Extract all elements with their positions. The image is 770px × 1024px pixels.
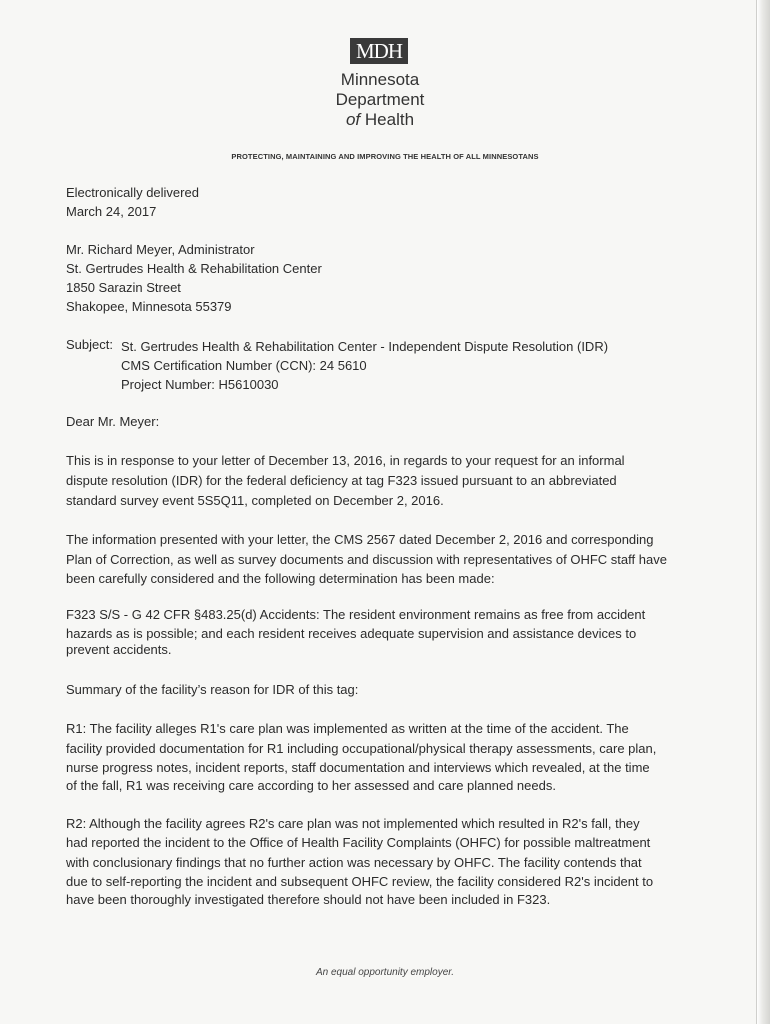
- para2-line: Plan of Correction, as well as survey documents and discussion with representatives of OHFC staff have: [66, 552, 667, 567]
- mdh-logo: MDH: [350, 38, 408, 64]
- recipient-city: Shakopee, Minnesota 55379: [66, 299, 232, 314]
- r2-line: have been thoroughly investigated therefore should not have been included in F323.: [66, 892, 551, 907]
- r1-line: nurse progress notes, incident reports, staff documentation and interviews which revealed, at the time: [66, 760, 650, 775]
- r2-line: R2: Although the facility agrees R2's care plan was not implemented which resulted in R2's fall, they: [66, 816, 640, 831]
- r1-line: R1: The facility alleges R1's care plan was implemented as written at the time of the accident. The: [66, 721, 629, 736]
- para1-line: This is in response to your letter of December 13, 2016, in regards to your request for an informal: [66, 453, 625, 468]
- subject-project: Project Number: H5610030: [121, 377, 279, 392]
- subject-ccn: CMS Certification Number (CCN): 24 5610: [121, 358, 367, 373]
- r1-line: facility provided documentation for R1 including occupational/physical therapy assessments, care plan,: [66, 741, 657, 756]
- letter-date: March 24, 2017: [66, 204, 157, 219]
- para3-line: prevent accidents.: [66, 642, 172, 657]
- r2-line: due to self-reporting the incident and subsequent OHFC review, the facility considered R2's incident to: [66, 874, 654, 889]
- recipient-street: 1850 Sarazin Street: [66, 280, 181, 295]
- para2-line: been carefully considered and the following determination has been made:: [66, 571, 495, 586]
- para3-line: hazards as is possible; and each resident receives adequate supervision and assistance devices to: [66, 626, 637, 641]
- agency-tagline: PROTECTING, MAINTAINING AND IMPROVING THE HEALTH OF ALL MINNESOTANS: [231, 152, 539, 161]
- subject-label: Subject:: [66, 337, 113, 352]
- agency-name: Minnesota Department of Health: [335, 70, 425, 129]
- footer-note: An equal opportunity employer.: [315, 967, 455, 978]
- para2-line: The information presented with your letter, the CMS 2567 dated December 2, 2016 and corresponding: [66, 532, 654, 547]
- delivery-method: Electronically delivered: [66, 185, 199, 200]
- subject-line: St. Gertrudes Health & Rehabilitation Center - Independent Dispute Resolution (IDR): [121, 339, 609, 354]
- r1-line: of the fall, R1 was receiving care according to her assessed and care planned needs.: [66, 778, 556, 793]
- para1-line: standard survey event 5S5Q11, completed on December 2, 2016.: [66, 493, 444, 508]
- para3-line: F323 S/S - G 42 CFR §483.25(d) Accidents: The resident environment remains as free from accident: [66, 607, 646, 622]
- summary-heading: Summary of the facility’s reason for IDR of this tag:: [66, 682, 359, 697]
- recipient-facility: St. Gertrudes Health & Rehabilitation Center: [66, 261, 322, 276]
- salutation: Dear Mr. Meyer:: [66, 414, 160, 429]
- r2-line: had reported the incident to the Office of Health Facility Complaints (OHFC) for possible maltreatment: [66, 835, 651, 850]
- para1-line: dispute resolution (IDR) for the federal deficiency at tag F323 issued pursuant to an abbreviated: [66, 473, 617, 488]
- recipient-name: Mr. Richard Meyer, Administrator: [66, 242, 255, 257]
- r2-line: with conclusionary findings that no further action was necessary by OHFC. The facility contends that: [66, 855, 642, 870]
